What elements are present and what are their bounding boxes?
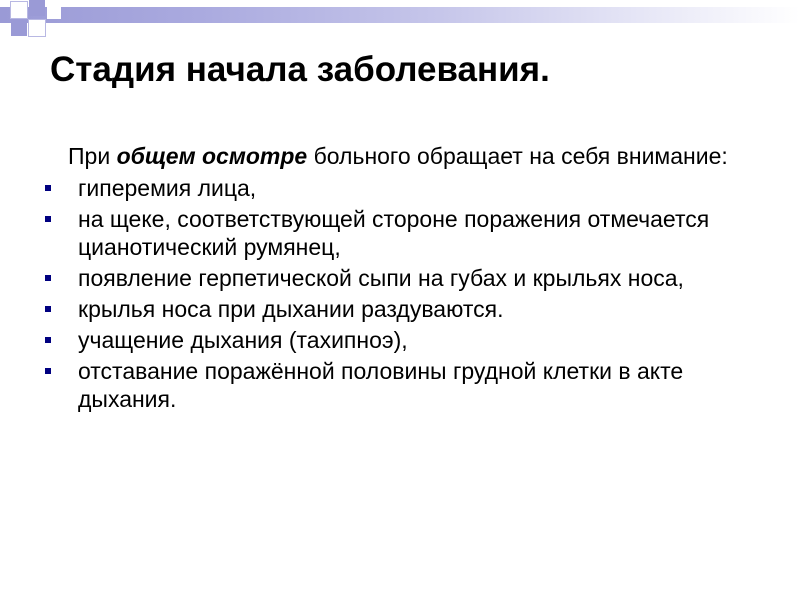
list-item-text: гиперемия лица, <box>78 175 257 201</box>
square-bullet-icon <box>45 275 51 281</box>
square-bullet-icon <box>45 216 51 222</box>
list-item-text: появление герпетической сыпи на губах и крыльях носа, <box>78 265 684 291</box>
intro-prefix: При <box>68 143 117 169</box>
list-item <box>45 264 745 292</box>
bullet-list <box>45 174 745 413</box>
list-item <box>45 174 745 202</box>
decorative-square-icon <box>29 20 45 36</box>
slide-title: Стадия начала заболевания. <box>50 50 550 89</box>
decorative-square-icon <box>47 5 61 19</box>
decorative-header-bar <box>0 7 800 23</box>
list-item-text: на щеке, соответствующей стороне поражения отмечается цианотический румянец, <box>78 206 710 260</box>
list-item <box>45 357 745 413</box>
list-item-text: крылья носа при дыхании раздуваются. <box>78 296 504 322</box>
intro-emphasis: общем осмотре <box>116 143 308 169</box>
intro-suffix: больного обращает на себя внимание: <box>307 143 728 169</box>
square-bullet-icon <box>45 337 51 343</box>
square-bullet-icon <box>45 368 51 374</box>
intro-paragraph <box>45 142 745 170</box>
square-bullet-icon <box>45 306 51 312</box>
decorative-square-icon <box>11 20 27 36</box>
list-item <box>45 295 745 323</box>
slide-body <box>45 142 745 416</box>
list-item-text: учащение дыхания (тахипноэ), <box>78 327 408 353</box>
square-bullet-icon <box>45 185 51 191</box>
list-item-text: отставание поражённой половины грудной клетки в акте дыхания. <box>78 358 684 412</box>
list-item <box>45 326 745 354</box>
decorative-square-icon <box>29 0 45 16</box>
decorative-square-icon <box>11 2 27 18</box>
list-item <box>45 205 745 261</box>
